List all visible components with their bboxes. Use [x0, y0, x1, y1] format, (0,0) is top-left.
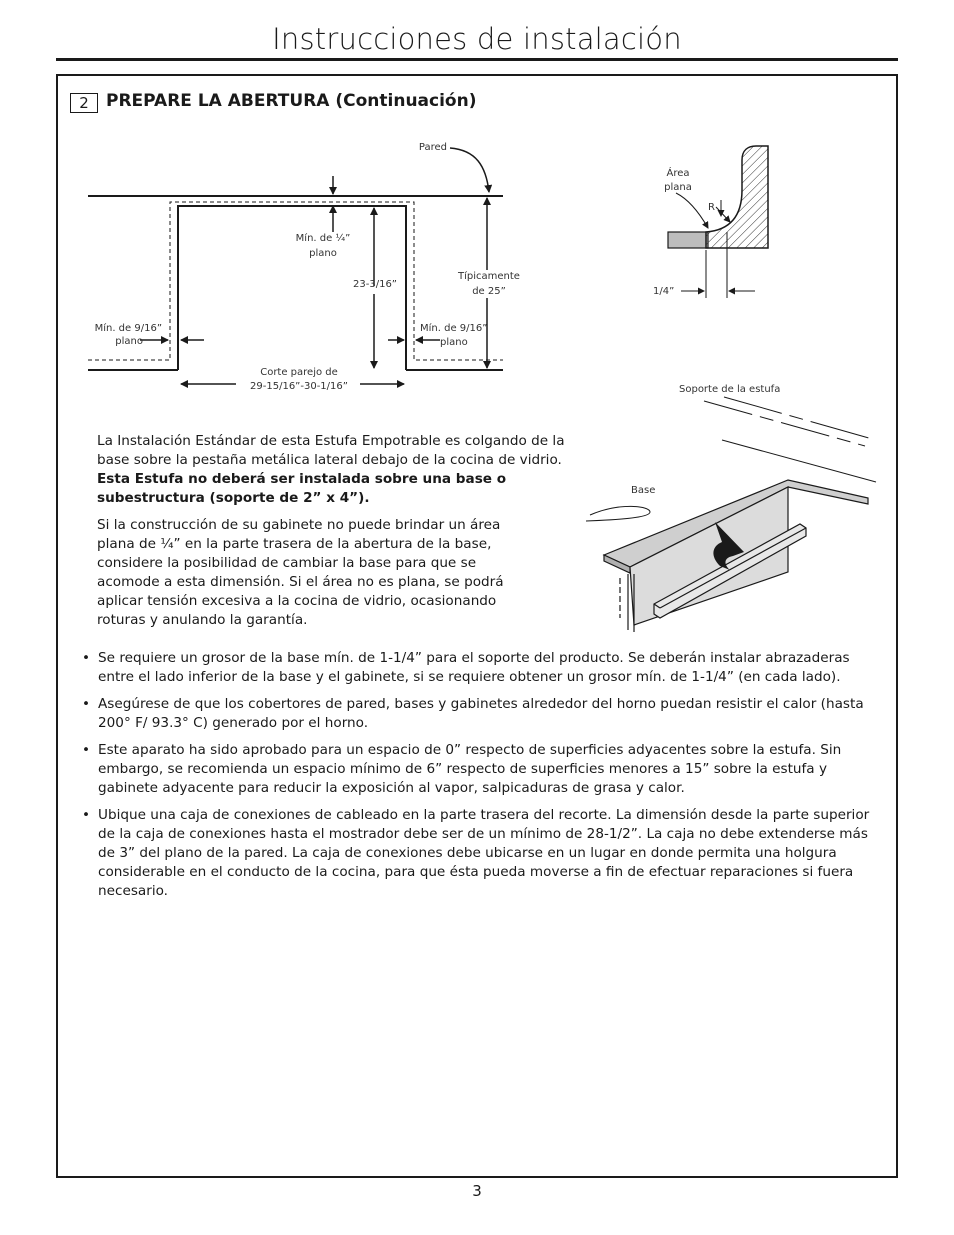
- wall-label: Pared: [418, 142, 447, 153]
- cut-label-2: 29-15/16”-30-1/16”: [250, 381, 348, 392]
- left-min-label: Mín. de 9/16”: [94, 323, 162, 334]
- list-item-text: Este aparato ha sido aprobado para un espacio de 0” respecto de superficies adyacentes sobre la estufa. Sin embargo, se recomienda un espacio mínimo de 6” respecto de superficies menores a 15” sobre la estufa y gabinete adyacente para reducir la exposición al vapor, salpicaduras de grasa y calor.: [98, 742, 842, 796]
- support-lines: [704, 397, 876, 482]
- support-label: Soporte de la estufa: [679, 384, 781, 395]
- radius-label: R: [708, 202, 715, 213]
- requirements-list: [80, 649, 870, 909]
- list-item-text: Se requiere un grosor de la base mín. de 1-1/4” para el soporte del producto. Se deberán instalar abrazaderas entre el lado inferior de la base y el gabinete, si se requiere obtener un grosor mín. de 1-1/4” (en cada lado).: [98, 650, 850, 685]
- intro-paragraph-2-text: Si la construcción de su gabinete no puede brindar un área plana de ¼” en la parte trasera de la abertura de la base, considere la posibilidad de cambiar la base para que se acomode a esta dimensión. Si el área no es plana, se podrá aplicar tensión excesiva a la cocina de vidrio, ocasionando roturas y anulando la garantía.: [97, 517, 504, 628]
- base-label: Base: [631, 485, 656, 496]
- step-number: 2: [70, 93, 98, 113]
- bullet-symbol: •: [82, 742, 91, 758]
- page-title: Instrucciones de instalación: [272, 22, 682, 56]
- range-support-figure: [580, 375, 880, 640]
- typical-label: Típicamente: [458, 271, 520, 282]
- quarter-inch-label: 1/4”: [653, 286, 675, 297]
- cutout-diagram: [80, 135, 520, 395]
- right-min-label: Mín. de 9/16”: [420, 323, 488, 334]
- left-min-label-2: plano: [115, 336, 143, 347]
- list-item: [80, 806, 870, 901]
- page-number: 3: [472, 1182, 482, 1200]
- list-item-text: Ubique una caja de conexiones de cableado en la parte trasera del recorte. La dimensión desde la parte superior de la caja de conexiones hasta el mostrador debe ser de un mínimo de 28-1/2”. La caja no debe extenderse más de 3” del plano de la pared. La caja de conexiones debe ubicarse en un lugar en donde permita una holgura considerable en el conducto de la cocina, para que ésta pueda moverse a fin de efectuar reparaciones si fuera necesario.: [98, 807, 870, 899]
- flat-area-detail: [640, 140, 790, 305]
- bullet-symbol: •: [82, 650, 91, 666]
- right-min-label-2: plano: [440, 337, 468, 348]
- list-item-text: Asegúrese de que los cobertores de pared, bases y gabinetes alrededor del horno puedan resistir el calor (hasta 200° F/ 93.3° C) generado por el horno.: [98, 696, 864, 731]
- flat-area-label-2: plana: [664, 182, 692, 193]
- intro-paragraph-2: [97, 516, 537, 630]
- bullet-symbol: •: [82, 696, 91, 712]
- intro-paragraph-1: [97, 432, 567, 508]
- typical-label-2: de 25”: [472, 286, 506, 297]
- depth-label: 23-3/16”: [353, 279, 397, 290]
- section-heading: PREPARE LA ABERTURA (Continuación): [106, 91, 477, 111]
- title-rule: [56, 58, 898, 61]
- dimension-arrows: [140, 148, 489, 384]
- intro-warning-text: Esta Estufa no deberá ser instalada sobre una base o subestructura (soporte de 2” x 4”).: [97, 471, 507, 506]
- base-indicator: [586, 506, 650, 521]
- countertop-base: [604, 480, 868, 632]
- bullet-symbol: •: [82, 807, 91, 823]
- min-flat-top-label: Mín. de ¼”: [295, 233, 351, 244]
- list-item: [80, 649, 870, 687]
- flat-area-label: Área: [666, 168, 690, 179]
- min-flat-top-label-2: plano: [309, 248, 337, 259]
- list-item: [80, 741, 870, 798]
- intro-regular-text: La Instalación Estándar de esta Estufa Empotrable es colgando de la base sobre la pestaña metálica lateral debajo de la cocina de vidrio.: [97, 433, 565, 468]
- list-item: [80, 695, 870, 733]
- cut-label: Corte parejo de: [260, 367, 338, 378]
